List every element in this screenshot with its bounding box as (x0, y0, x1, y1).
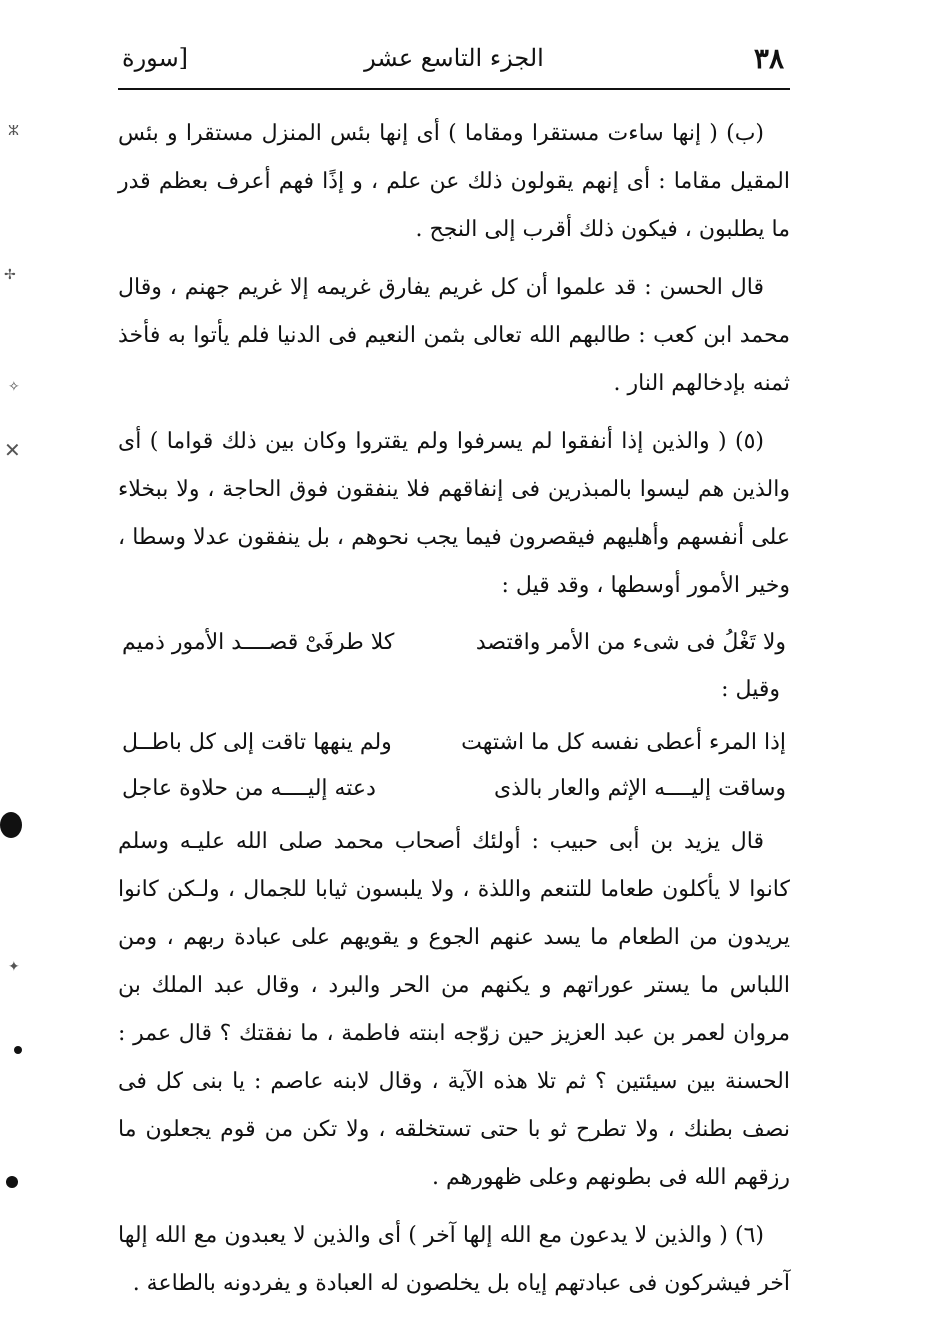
paragraph-yazid-quote: قال يزيد بن أبى حبيب : أولئك أصحاب محمد صلى الله عليـه وسلم كانوا لا يأكلون طعاما للتنعم واللذة ، ولا يلبسون ثيابا للجمال ، ولـكن كانوا يريدون من الطعام ما يسد عنهم الجوع و يقويهم على عبادة ربهم ، ومن اللباس ما يستر عوراتهم و يكنهم من الحر والبرد ، وقال عبد الملك بن مروان لعمر بن عبد العزيز حين زوّجه ابنته فاطمة ، ما نفقتك ؟ قال عمر : الحسنة بين سيئتين ؟ ثم تلا هذه الآية ، وقال لابنه عاصم : يا بنى كل فى نصف بطنك ، ولا تطرح ثو با حتى تستخلقه ، ولا تكن من قوم يجعلون ما رزقهم الله فى بطونهم وعلى ظهورهم . (118, 829, 790, 1190)
poem-verse (122, 620, 786, 666)
page-body (118, 110, 790, 1318)
paragraph-commentary-6: (٦) ( والذين لا يدعون مع الله إلها آخر ) أى والذين لا يعبدون مع الله إلها آخر فيشركون فى عبادتهم إياه بل يخلصون له العبادة و يفردونه بالطاعة . (118, 1223, 790, 1296)
verse-intro: وقيل : (721, 677, 780, 702)
verse-hemistich: إذا المرء أعطى نفسه كل ما اشتهت (461, 730, 786, 755)
paragraph-commentary-5: (٥) ( والذين إذا أنفقوا لم يسرفوا ولم يقتروا وكان بين ذلك قواما ) أى والذين هم ليسوا بالمبذرين فى إنفاقهم فلا ينفقون فوق الحاجة ، ولا ببخلاء على أنفسهم وأهليهم فيقصرون فيما يجب نحوهم ، بل ينفقون عدلا وسطا ، وخير الأمور أوسطها ، وقد قيل : (118, 429, 790, 598)
scan-blot (6, 1176, 18, 1188)
verse-hemistich: كلا طرفَىْ قصــــد الأمور ذميم (122, 630, 395, 655)
verse-hemistich: وساقت إليــــه الإثم والعار بالذى (494, 776, 786, 801)
scan-speck: ✢ (4, 267, 16, 283)
page-number: ٣٨ (753, 42, 784, 75)
paragraph-commentary-b: (ب) ( إنها ساءت مستقرا ومقاما ) أى إنها بئس المنزل مستقرا و بئس المقيل مقاما : أى إنهم يقولون ذلك عن علم ، و إذًا فهم أعرف بعظم قدر ما يطلبون ، فيكون ذلك أقرب إلى النجح . (118, 121, 790, 242)
verse-hemistich: ولم ينهها تاقت إلى كل باطــل (122, 730, 392, 755)
scan-blot (0, 812, 22, 838)
header-rule (118, 88, 790, 90)
surah-label: [سورة (122, 44, 189, 72)
poem-verse (122, 720, 786, 766)
page-header (118, 38, 790, 90)
verse-hemistich: ولا تَغْلُ فى شىء من الأمر واقتصد (475, 630, 786, 655)
scan-speck: ✧ (8, 379, 20, 395)
paragraph-hasan-quote: قال الحسن : قد علموا أن كل غريم يفارق غريمه إلا غريم جهنم ، وقال محمد ابن كعب : طالبهم الله تعالى بثمن النعيم فى الدنيا فلم يأتوا به فأخذ ثمنه بإدخالهم النار . (118, 275, 790, 396)
poem-verse (122, 766, 786, 812)
scan-speck: ✦ (8, 959, 20, 975)
scan-blot (14, 1046, 22, 1054)
verse-hemistich: دعته إليــــه من حلاوة عاجل (122, 776, 376, 801)
scan-speck: ⵣ (8, 123, 20, 139)
scan-speck: ✕ (4, 438, 21, 462)
running-title: الجزء التاسع عشر (364, 44, 544, 72)
